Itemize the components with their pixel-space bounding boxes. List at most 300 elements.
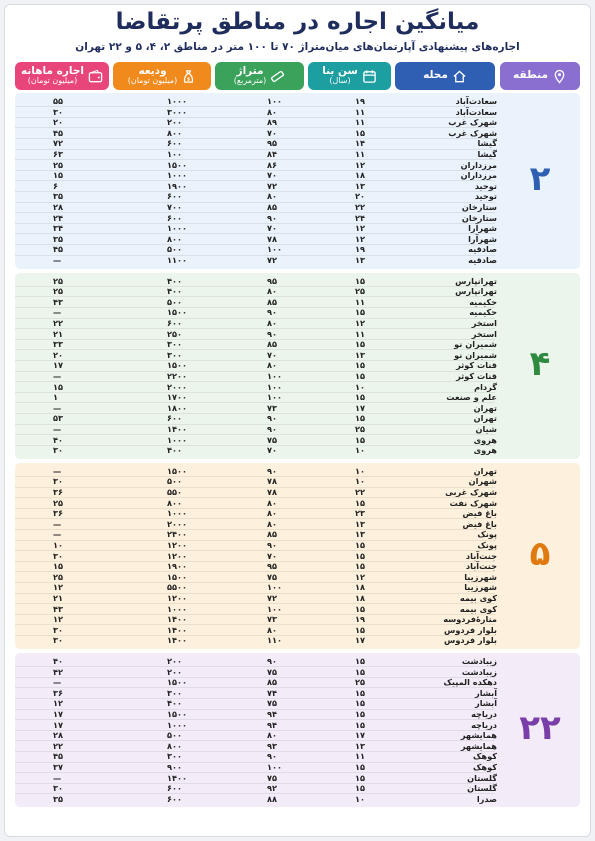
building-age-cell: ۱۵	[355, 561, 365, 572]
neighborhood-cell: باغ فیض	[462, 508, 497, 519]
deposit-cell: ۶۰۰	[167, 783, 182, 794]
area-size-cell: ۷۰	[267, 223, 277, 234]
neighborhood-cell: تهرانپارس	[455, 275, 497, 286]
building-age-cell: ۱۴	[355, 138, 365, 149]
area-size-cell: ۸۰	[267, 730, 277, 741]
deposit-cell: ۸۰۰	[167, 497, 182, 508]
monthly-rent-cell: ۱۵	[53, 561, 63, 572]
deposit-cell: ۵۰۰	[167, 296, 182, 307]
deposit-cell: ۱۰۰۰	[167, 719, 187, 730]
building-age-cell: ۱۱	[355, 296, 365, 307]
building-age-cell: ۱۷	[355, 635, 365, 646]
area-size-cell: ۷۰	[267, 127, 277, 138]
area-size-cell: ۸۰	[267, 286, 277, 297]
area-size-cell: ۹۵	[267, 561, 277, 572]
building-age-cell: ۱۵	[355, 772, 365, 783]
table-row	[15, 720, 495, 731]
neighborhood-cell: کوهک	[473, 762, 497, 772]
monthly-rent-cell: ۴۲	[53, 666, 63, 677]
table-row	[15, 635, 495, 646]
deposit-cell: ۲۰۰	[167, 117, 182, 128]
table-row	[15, 286, 495, 297]
deposit-cell: ۵۰۰	[167, 244, 182, 255]
region-number: ۲۲	[519, 708, 561, 749]
deposit-cell: ۲۰۰	[167, 666, 182, 677]
area-size-cell: ۷۰	[267, 445, 277, 456]
building-age-cell: ۱۳	[355, 180, 365, 191]
deposit-cell: ۱۷۰۰	[167, 392, 187, 403]
neighborhood-cell: توحید	[474, 180, 497, 191]
header-label: منطقه	[513, 69, 548, 82]
building-age-cell: ۲۵	[355, 677, 365, 688]
table-row	[15, 688, 495, 699]
area-size-cell: ۸۴	[267, 149, 277, 159]
neighborhood-cell: کوی بیمه	[459, 593, 497, 603]
table-row	[15, 794, 495, 805]
neighborhood-cell: ستارخان	[461, 212, 497, 223]
neighborhood-cell: شهران	[468, 476, 497, 487]
building-age-cell: ۱۲	[355, 318, 365, 328]
area-size-cell: ۹۰	[267, 465, 277, 476]
monthly-rent-cell: ۴۳	[53, 603, 63, 614]
building-age-cell: ۱۵	[355, 360, 365, 371]
neighborhood-cell: زیبادشت	[461, 666, 497, 677]
deposit-cell: ۶۰۰	[167, 318, 182, 328]
deposit-cell: ۶۰۰	[167, 413, 182, 424]
area-size-cell: ۷۳	[267, 614, 277, 625]
neighborhood-cell: صادقیه	[468, 244, 497, 255]
calendar-icon	[362, 69, 377, 84]
building-age-cell: ۱۵	[355, 127, 365, 138]
building-age-cell: ۱۵	[355, 762, 365, 772]
table-row	[15, 593, 495, 604]
deposit-cell: ۸۰۰	[167, 740, 182, 751]
neighborhood-cell: هروی	[473, 445, 497, 456]
deposit-cell: ۱۸۰۰	[167, 402, 187, 413]
building-age-cell: ۱۵	[355, 275, 365, 286]
monthly-rent-cell: ۴۰	[53, 434, 63, 445]
deposit-cell: ۵۰۰	[167, 730, 182, 741]
building-age-cell: ۲۲	[355, 487, 365, 497]
area-size-cell: ۸۵	[267, 677, 277, 688]
area-size-cell: ۹۰	[267, 307, 277, 318]
monthly-rent-cell: ۳۰	[53, 445, 63, 456]
building-age-cell: ۱۹	[355, 244, 365, 255]
monthly-rent-cell: ۴۳	[53, 296, 63, 307]
area-size-cell: ۸۰	[267, 360, 277, 371]
deposit-cell: ۱۴۰۰	[167, 614, 187, 625]
area-size-cell: ۷۲	[267, 180, 277, 191]
building-age-cell: ۱۱	[355, 328, 365, 339]
table-row	[15, 307, 495, 318]
monthly-rent-cell: ۳۰	[53, 624, 63, 635]
deposit-cell: ۲۴۰۰	[167, 529, 187, 540]
region-number: ۴	[529, 343, 551, 384]
neighborhood-cell: توحید	[474, 191, 497, 202]
neighborhood-cell: تهرانپارس	[455, 286, 497, 297]
building-age-cell: ۱۲	[355, 223, 365, 234]
neighborhood-cell: گردام	[474, 381, 497, 392]
deposit-cell: ۲۵۰	[167, 328, 182, 339]
monthly-rent-cell: ۱۲	[53, 582, 63, 593]
area-size-cell: ۷۵	[267, 698, 277, 709]
table-row	[15, 656, 495, 667]
deposit-cell: ۲۰۰۰	[167, 518, 187, 529]
table-row	[15, 540, 495, 551]
page-title: میانگین اجاره در مناطق پرتقاضا	[115, 9, 480, 35]
neighborhood-cell: گلستان	[467, 772, 497, 783]
area-size-cell: ۹۰	[267, 751, 277, 762]
neighborhood-cell: همایشهر	[460, 740, 497, 751]
deposit-cell: ۴۰۰	[167, 286, 182, 297]
neighborhood-cell: شهرک غربی	[445, 487, 497, 497]
area-size-cell: ۱۰۰	[267, 96, 282, 106]
deposit-cell: ۱۲۰۰	[167, 550, 187, 561]
deposit-cell: ۳۰۰	[167, 349, 182, 360]
neighborhood-cell: دهکده المپیک	[443, 677, 497, 688]
area-size-cell: ۹۰	[267, 413, 277, 424]
neighborhood-cell: حکیمیه	[469, 307, 497, 318]
building-age-cell: ۱۵	[355, 339, 365, 350]
deposit-cell: ۱۹۰۰	[167, 180, 187, 191]
area-size-cell: ۷۸	[267, 476, 277, 487]
deposit-cell: ۱۴۰۰	[167, 424, 187, 434]
header-unit: (میلیون تومان)	[127, 76, 178, 86]
building-age-cell: ۱۵	[355, 550, 365, 561]
building-age-cell: ۱۱	[355, 149, 365, 159]
house-icon	[452, 69, 467, 84]
deposit-cell: ۱۵۰۰	[167, 307, 187, 318]
area-size-cell: ۹۲	[267, 783, 277, 794]
area-size-cell: ۷۵	[267, 772, 277, 783]
neighborhood-cell: زیبادشت	[461, 656, 497, 666]
neighborhood-cell: پونک	[477, 529, 497, 540]
table-row	[15, 709, 495, 720]
header-rent	[15, 62, 109, 90]
monthly-rent-cell: ۲۲	[53, 318, 63, 328]
building-age-cell: ۱۸	[355, 582, 365, 593]
deposit-cell: ۱۵۰۰	[167, 159, 187, 170]
header-unit: (سال)	[329, 76, 351, 86]
building-age-cell: ۱۵	[355, 413, 365, 424]
deposit-cell: ۵۵۰۰	[167, 582, 187, 593]
building-age-cell: ۱۳	[355, 518, 365, 529]
deposit-cell: ۵۵۰	[167, 487, 182, 497]
neighborhood-cell: شهرآرا	[468, 233, 497, 244]
area-size-cell: ۹۰	[267, 424, 277, 434]
table-row	[15, 561, 495, 572]
building-age-cell: ۱۵	[355, 307, 365, 318]
area-size-cell: ۸۰	[267, 518, 277, 529]
area-size-cell: ۹۳	[267, 740, 277, 751]
table-row	[15, 773, 495, 784]
building-age-cell: ۱۸	[355, 170, 365, 181]
building-age-cell: ۱۵	[355, 656, 365, 666]
monthly-rent-cell: ۳۷	[53, 762, 63, 772]
building-age-cell: ۱۵	[355, 371, 365, 381]
building-age-cell: ۱۰	[355, 793, 365, 804]
deposit-cell: ۳۰۰	[167, 751, 182, 762]
area-size-cell: ۱۰۰	[267, 244, 282, 255]
building-age-cell: ۱۵	[355, 624, 365, 635]
monthly-rent-cell: ۳۰	[53, 106, 63, 117]
table-row	[15, 413, 495, 424]
area-size-cell: ۷۵	[267, 666, 277, 677]
table-row	[15, 614, 495, 625]
header-region	[500, 62, 580, 90]
table-row	[15, 117, 495, 128]
monthly-rent-cell: ۳۵	[53, 793, 63, 804]
neighborhood-cell: شهرک غرب	[448, 127, 497, 138]
table-row	[15, 730, 495, 741]
table-row	[15, 667, 495, 678]
monthly-rent-cell: ۱۲	[53, 698, 63, 709]
monthly-rent-cell: ۲۸	[53, 202, 63, 212]
neighborhood-cell: گلستان	[467, 783, 497, 794]
table-row	[15, 519, 495, 530]
header-label: سن بنا	[322, 65, 358, 78]
neighborhood-cell: شمیران نو	[454, 349, 497, 360]
table-row	[15, 445, 495, 456]
neighborhood-cell: شهرزیبا	[464, 582, 497, 593]
neighborhood-cell: شهرآرا	[468, 223, 497, 234]
neighborhood-cell: مرزداران	[460, 159, 497, 170]
svg-text:$: $	[187, 76, 191, 82]
table-row	[15, 508, 495, 519]
table-row	[15, 424, 495, 435]
deposit-cell: ۱۹۰۰	[167, 561, 187, 572]
neighborhood-cell: صادقیه	[468, 255, 497, 265]
neighborhood-cell: کوی بیمه	[459, 603, 497, 614]
table-row	[15, 529, 495, 540]
building-age-cell: ۱۱	[355, 751, 365, 762]
deposit-cell: ۶۰۰	[167, 793, 182, 804]
table-row	[15, 403, 495, 414]
area-size-cell: ۹۴	[267, 719, 277, 730]
monthly-rent-cell: ۲۱	[53, 328, 63, 339]
area-size-cell: ۸۸	[267, 793, 277, 804]
neighborhood-cell: منارۀفردوسه	[443, 614, 497, 625]
neighborhood-cell: شهرک نفت	[449, 497, 497, 508]
neighborhood-cell: صدرا	[476, 793, 497, 804]
neighborhood-cell: تهران	[473, 402, 497, 413]
building-age-cell: ۱۵	[355, 783, 365, 794]
monthly-rent-cell: ۲۰	[53, 117, 63, 128]
table-row	[15, 487, 495, 498]
table-row	[15, 191, 495, 202]
deposit-cell: ۳۰۰	[167, 339, 182, 350]
area-size-cell: ۷۵	[267, 571, 277, 582]
table-row	[15, 149, 495, 160]
monthly-rent-cell: —	[53, 402, 62, 413]
monthly-rent-cell: ۱۷	[53, 719, 63, 730]
area-size-cell: ۸۶	[267, 159, 277, 170]
area-size-cell: ۸۵	[267, 529, 277, 540]
deposit-cell: ۲۲۰۰	[167, 371, 187, 381]
table-row	[15, 318, 495, 329]
neighborhood-cell: سعادت‌آباد	[455, 96, 497, 106]
deposit-cell: ۲۰۰۰	[167, 381, 187, 392]
money-bag-icon	[181, 69, 196, 84]
table-row	[15, 762, 495, 773]
table-row	[15, 582, 495, 593]
neighborhood-cell: همایشهر	[460, 730, 497, 741]
area-size-cell: ۱۰۰	[267, 603, 282, 614]
table-row	[15, 476, 495, 487]
deposit-cell: ۱۵۰۰	[167, 709, 187, 719]
area-size-cell: ۸۹	[267, 117, 277, 128]
area-size-cell: ۱۰۰	[267, 392, 282, 403]
building-age-cell: ۲۲	[355, 202, 365, 212]
building-age-cell: ۱۵	[355, 709, 365, 719]
neighborhood-cell: آبشار	[475, 698, 497, 709]
deposit-cell: ۱۰۰۰	[167, 434, 187, 445]
table-row	[15, 138, 495, 149]
table-row	[15, 698, 495, 709]
area-size-cell: ۸۵	[267, 339, 277, 350]
header-unit: (مترمربع)	[233, 76, 267, 86]
page-subtitle: اجاره‌های پیشنهادی آپارتمان‌های میان‌متراژ ۷۰ تا ۱۰۰ متر در مناطق ۲، ۴، ۵ و ۲۲ تهران	[75, 41, 520, 53]
deposit-cell: ۱۵۰۰	[167, 465, 187, 476]
monthly-rent-cell: ۱	[53, 392, 58, 403]
ruler-icon	[270, 69, 285, 84]
deposit-cell: ۸۰۰	[167, 233, 182, 244]
area-size-cell: ۷۲	[267, 593, 277, 603]
deposit-cell: ۱۱۰۰	[167, 255, 187, 265]
area-size-cell: ۹۰	[267, 540, 277, 550]
deposit-cell: ۱۰۰۰	[167, 96, 187, 106]
deposit-cell: ۱۲۰۰	[167, 593, 187, 603]
building-age-cell: ۱۵	[355, 687, 365, 698]
neighborhood-cell: تهران	[473, 413, 497, 424]
monthly-rent-cell: ۳۰	[53, 783, 63, 794]
building-age-cell: ۱۸	[355, 593, 365, 603]
area-size-cell: ۹۵	[267, 138, 277, 149]
building-age-cell: ۲۴	[355, 212, 365, 223]
area-size-cell: ۷۰	[267, 550, 277, 561]
monthly-rent-cell: ۱۷	[53, 709, 63, 719]
table-row	[15, 96, 495, 107]
area-size-cell: ۱۰۰	[267, 371, 282, 381]
neighborhood-cell: استخر	[471, 318, 497, 328]
table-row	[15, 350, 495, 361]
deposit-cell: ۹۰۰	[167, 762, 182, 772]
monthly-rent-cell: ۶	[53, 180, 58, 191]
monthly-rent-cell: ۱۵	[53, 381, 63, 392]
building-age-cell: ۱۳	[355, 255, 365, 265]
neighborhood-cell: آبشار	[475, 687, 497, 698]
area-size-cell: ۸۰	[267, 106, 277, 117]
table-row	[15, 276, 495, 287]
neighborhood-cell: دریاچه	[471, 719, 497, 730]
neighborhood-cell: استخر	[471, 328, 497, 339]
neighborhood-cell: باغ فیض	[462, 518, 497, 529]
area-size-cell: ۹۴	[267, 709, 277, 719]
neighborhood-cell: مرزداران	[460, 170, 497, 181]
table-row	[15, 223, 495, 234]
building-age-cell: ۱۵	[355, 719, 365, 730]
monthly-rent-cell: ۲۵	[53, 571, 63, 582]
area-size-cell: ۷۸	[267, 233, 277, 244]
deposit-cell: ۱۴۰۰	[167, 772, 187, 783]
neighborhood-cell: شمیران نو	[454, 339, 497, 350]
area-size-cell: ۷۴	[267, 687, 277, 698]
header-area	[395, 62, 495, 90]
region-number: ۲	[529, 158, 551, 199]
neighborhood-cell: شیان	[475, 424, 497, 434]
building-age-cell: ۱۵	[355, 666, 365, 677]
header-age	[308, 62, 391, 90]
neighborhood-cell: گیشا	[477, 138, 497, 149]
area-size-cell: ۷۵	[267, 434, 277, 445]
monthly-rent-cell: ۴۵	[53, 127, 63, 138]
neighborhood-cell: علم و صنعت	[446, 392, 497, 403]
table-row	[15, 572, 495, 583]
area-size-cell: ۱۰۰	[267, 381, 282, 392]
neighborhood-cell: حکیمیه	[469, 296, 497, 307]
neighborhood-cell: ستارخان	[461, 202, 497, 212]
table-row	[15, 360, 495, 371]
building-age-cell: ۱۲	[355, 159, 365, 170]
deposit-cell: ۶۰۰	[167, 138, 182, 149]
table-row	[15, 234, 495, 245]
neighborhood-cell: قنات کوثر	[456, 371, 497, 381]
area-size-cell: ۱۱۰	[267, 635, 282, 646]
table-row	[15, 382, 495, 393]
monthly-rent-cell: ۱۲	[53, 614, 63, 625]
table-row	[15, 551, 495, 562]
building-age-cell: ۱۲	[355, 233, 365, 244]
table-row	[15, 392, 495, 403]
table-row	[15, 255, 495, 266]
neighborhood-cell: قنات کوثر	[456, 360, 497, 371]
area-size-cell: ۹۵	[267, 275, 277, 286]
monthly-rent-cell: ۵۵	[53, 96, 63, 106]
table-row	[15, 741, 495, 752]
building-age-cell: ۱۰	[355, 465, 365, 476]
monthly-rent-cell: —	[53, 518, 62, 529]
monthly-rent-cell: ۲۵	[53, 275, 63, 286]
deposit-cell: ۱۰۰۰	[167, 508, 187, 519]
neighborhood-cell: شهرک غرب	[448, 117, 497, 128]
monthly-rent-cell: ۳۶	[53, 508, 63, 519]
table-row	[15, 128, 495, 139]
table-row	[15, 339, 495, 350]
building-age-cell: ۱۳	[355, 529, 365, 540]
table-row	[15, 466, 495, 477]
building-age-cell: ۱۹	[355, 96, 365, 106]
area-size-cell: ۷۲	[267, 255, 277, 265]
monthly-rent-cell: —	[53, 465, 62, 476]
monthly-rent-cell: —	[53, 677, 62, 688]
building-age-cell: ۱۳	[355, 349, 365, 360]
monthly-rent-cell: ۳۵	[53, 191, 63, 202]
deposit-cell: ۳۰۰	[167, 687, 182, 698]
table-row	[15, 202, 495, 213]
monthly-rent-cell: —	[53, 772, 62, 783]
monthly-rent-cell: ۳۶	[53, 487, 63, 497]
building-age-cell: ۱۵	[355, 603, 365, 614]
building-age-cell: ۱۰	[355, 445, 365, 456]
monthly-rent-cell: ۲۴	[53, 212, 63, 223]
building-age-cell: ۱۹	[355, 614, 365, 625]
header-label: متراژ	[236, 65, 264, 78]
monthly-rent-cell: —	[53, 255, 62, 265]
monthly-rent-cell: ۳۰	[53, 635, 63, 646]
neighborhood-cell: جنت‌آباد	[465, 561, 497, 572]
deposit-cell: ۶۰۰	[167, 191, 182, 202]
deposit-cell: ۱۰۰۰	[167, 170, 187, 181]
